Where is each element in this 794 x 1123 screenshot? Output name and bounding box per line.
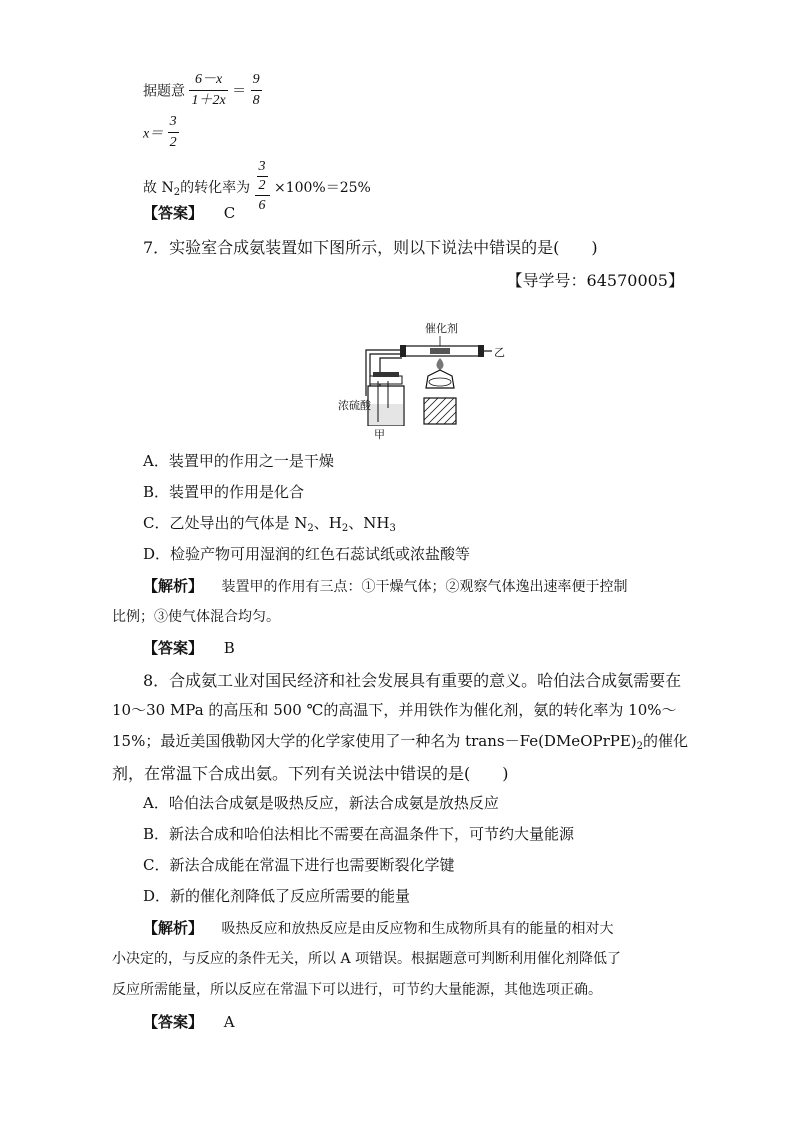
calc-step2 [143, 112, 179, 153]
calc-step3-inner-numerator: 3 [258, 159, 266, 174]
q7-option-c-pre: C．乙处导出的气体是 N [143, 514, 308, 532]
q7-analysis-text1: 装置甲的作用有三点：①干燥气体；②观察气体逸出速率便于控制 [221, 579, 628, 595]
q8-option-c: C．新法合成能在常温下进行也需要断裂化学键 [143, 856, 455, 874]
q7-option-c-sub-n: 2 [307, 523, 314, 534]
q8-line3-sub: 2 [636, 741, 644, 752]
calc-step1 [143, 70, 262, 111]
q8-option-a: A．哈伯法合成氨是吸热反应，新法合成氨是放热反应 [143, 794, 499, 812]
answer6 [143, 202, 235, 223]
q8-analysis-text1: 吸热反应和放热反应是由反应物和生成物所具有的能量的相对大 [221, 921, 614, 937]
figure-jia-label: 甲 [374, 428, 385, 441]
calc-step1-numerator: 6－x [194, 72, 223, 87]
q8-line3-pre: 15%；最近美国俄勒冈大学的化学家使用了一种名为 trans－Fe(DMeOPrPE) [112, 732, 637, 750]
q7-option-c-sub-nh: 3 [389, 523, 396, 534]
q7-option-d: D．检验产物可用湿润的红色石蕊试纸或浓盐酸等 [143, 545, 471, 563]
q8-line4: 剂，在常温下合成出氨。下列有关说法中错误的是( ) [112, 764, 509, 783]
calc-step1-fraction [189, 70, 227, 111]
q7-answer [143, 637, 235, 658]
figure-yi-label: 乙 [494, 346, 505, 359]
q7-option-c [143, 512, 396, 534]
calc-step1-result-fraction [251, 70, 262, 111]
calc-step2-denominator: 2 [168, 132, 179, 153]
q8-answer [143, 1011, 235, 1032]
q8-answer-value: A [223, 1013, 235, 1031]
q7-option-c-mid2: 、NH [348, 514, 390, 532]
q7-analysis-label: 【解析】 [143, 577, 204, 595]
calc-step1-equals: ＝ [232, 83, 247, 100]
calc-step1-result-denominator: 8 [251, 90, 262, 111]
q7-analysis-line1 [143, 575, 627, 596]
figure-catalyst-label: 催化剂 [425, 322, 458, 335]
calc-step3-prefix [143, 180, 255, 196]
q8-analysis-line3: 反应所需能量，所以反应在常温下可以进行，可节约大量能源，其他选项正确。 [112, 982, 602, 998]
calc-step3-inner-fraction [257, 158, 268, 195]
q8-analysis-label: 【解析】 [143, 919, 204, 937]
calc-step2-var: x＝ [143, 126, 164, 142]
calc-step3-sub: 2 [173, 186, 181, 198]
q8-line3 [112, 730, 688, 752]
q7-option-c-mid1: 、H [313, 514, 342, 532]
figure-acid-label: 浓硫酸 [338, 399, 371, 412]
q8-analysis-line2: 小决定的，与反应的条件无关，所以 A 项错误。根据题意可判断利用催化剂降低了 [112, 951, 622, 967]
calc-step3-numerator [255, 158, 270, 195]
q7-guide: 【导学号：64570005】 [506, 271, 684, 290]
q7-answer-value: B [223, 639, 235, 657]
q7-answer-label: 【答案】 [143, 639, 204, 657]
q8-line1: 8．合成氨工业对国民经济和社会发展具有重要的意义。哈伯法合成氨需要在 [143, 671, 682, 690]
q8-line3-post: 的催化 [643, 732, 689, 750]
q7-analysis-line2: 比例；③使气体混合均匀。 [112, 609, 280, 625]
calc-step2-numerator: 3 [169, 114, 177, 129]
calc-step3-text: 的转化率为 [180, 179, 251, 196]
calc-step1-result-numerator: 9 [252, 72, 260, 87]
calc-step3-denominator: 6 [255, 195, 270, 216]
q7-stem: 7．实验室合成氨装置如下图所示，则以下说法中错误的是( ) [143, 238, 598, 257]
q7-option-b: B．装置甲的作用是化合 [143, 483, 305, 501]
q7-option-c-sub-h: 2 [341, 523, 349, 534]
q8-analysis-line1 [143, 917, 613, 938]
calc-step3-prefix-text: 故 N [143, 179, 174, 196]
calc-step3-fraction [255, 158, 270, 216]
calc-step3-suffix: ×100%＝25% [273, 180, 371, 196]
q8-option-d: D．新的催化剂降低了反应所需要的能量 [143, 887, 411, 905]
calc-step1-prefix: 据题意 [143, 83, 185, 100]
answer6-value: C [223, 204, 236, 222]
calc-step3-inner-denominator: 2 [258, 178, 266, 193]
calc-step2-fraction [168, 112, 179, 153]
answer6-label: 【答案】 [143, 204, 204, 222]
q8-answer-label: 【答案】 [143, 1013, 204, 1031]
q8-line2: 10～30 MPa 的高压和 500 ℃的高温下，并用铁作为催化剂，氨的转化率为 10%～ [112, 701, 677, 719]
q8-option-b: B．新法合成和哈伯法相比不需要在高温条件下，可节约大量能源 [143, 825, 575, 843]
calc-step1-denominator: 1＋2x [189, 90, 227, 111]
q7-option-a: A．装置甲的作用之一是干燥 [143, 452, 334, 470]
